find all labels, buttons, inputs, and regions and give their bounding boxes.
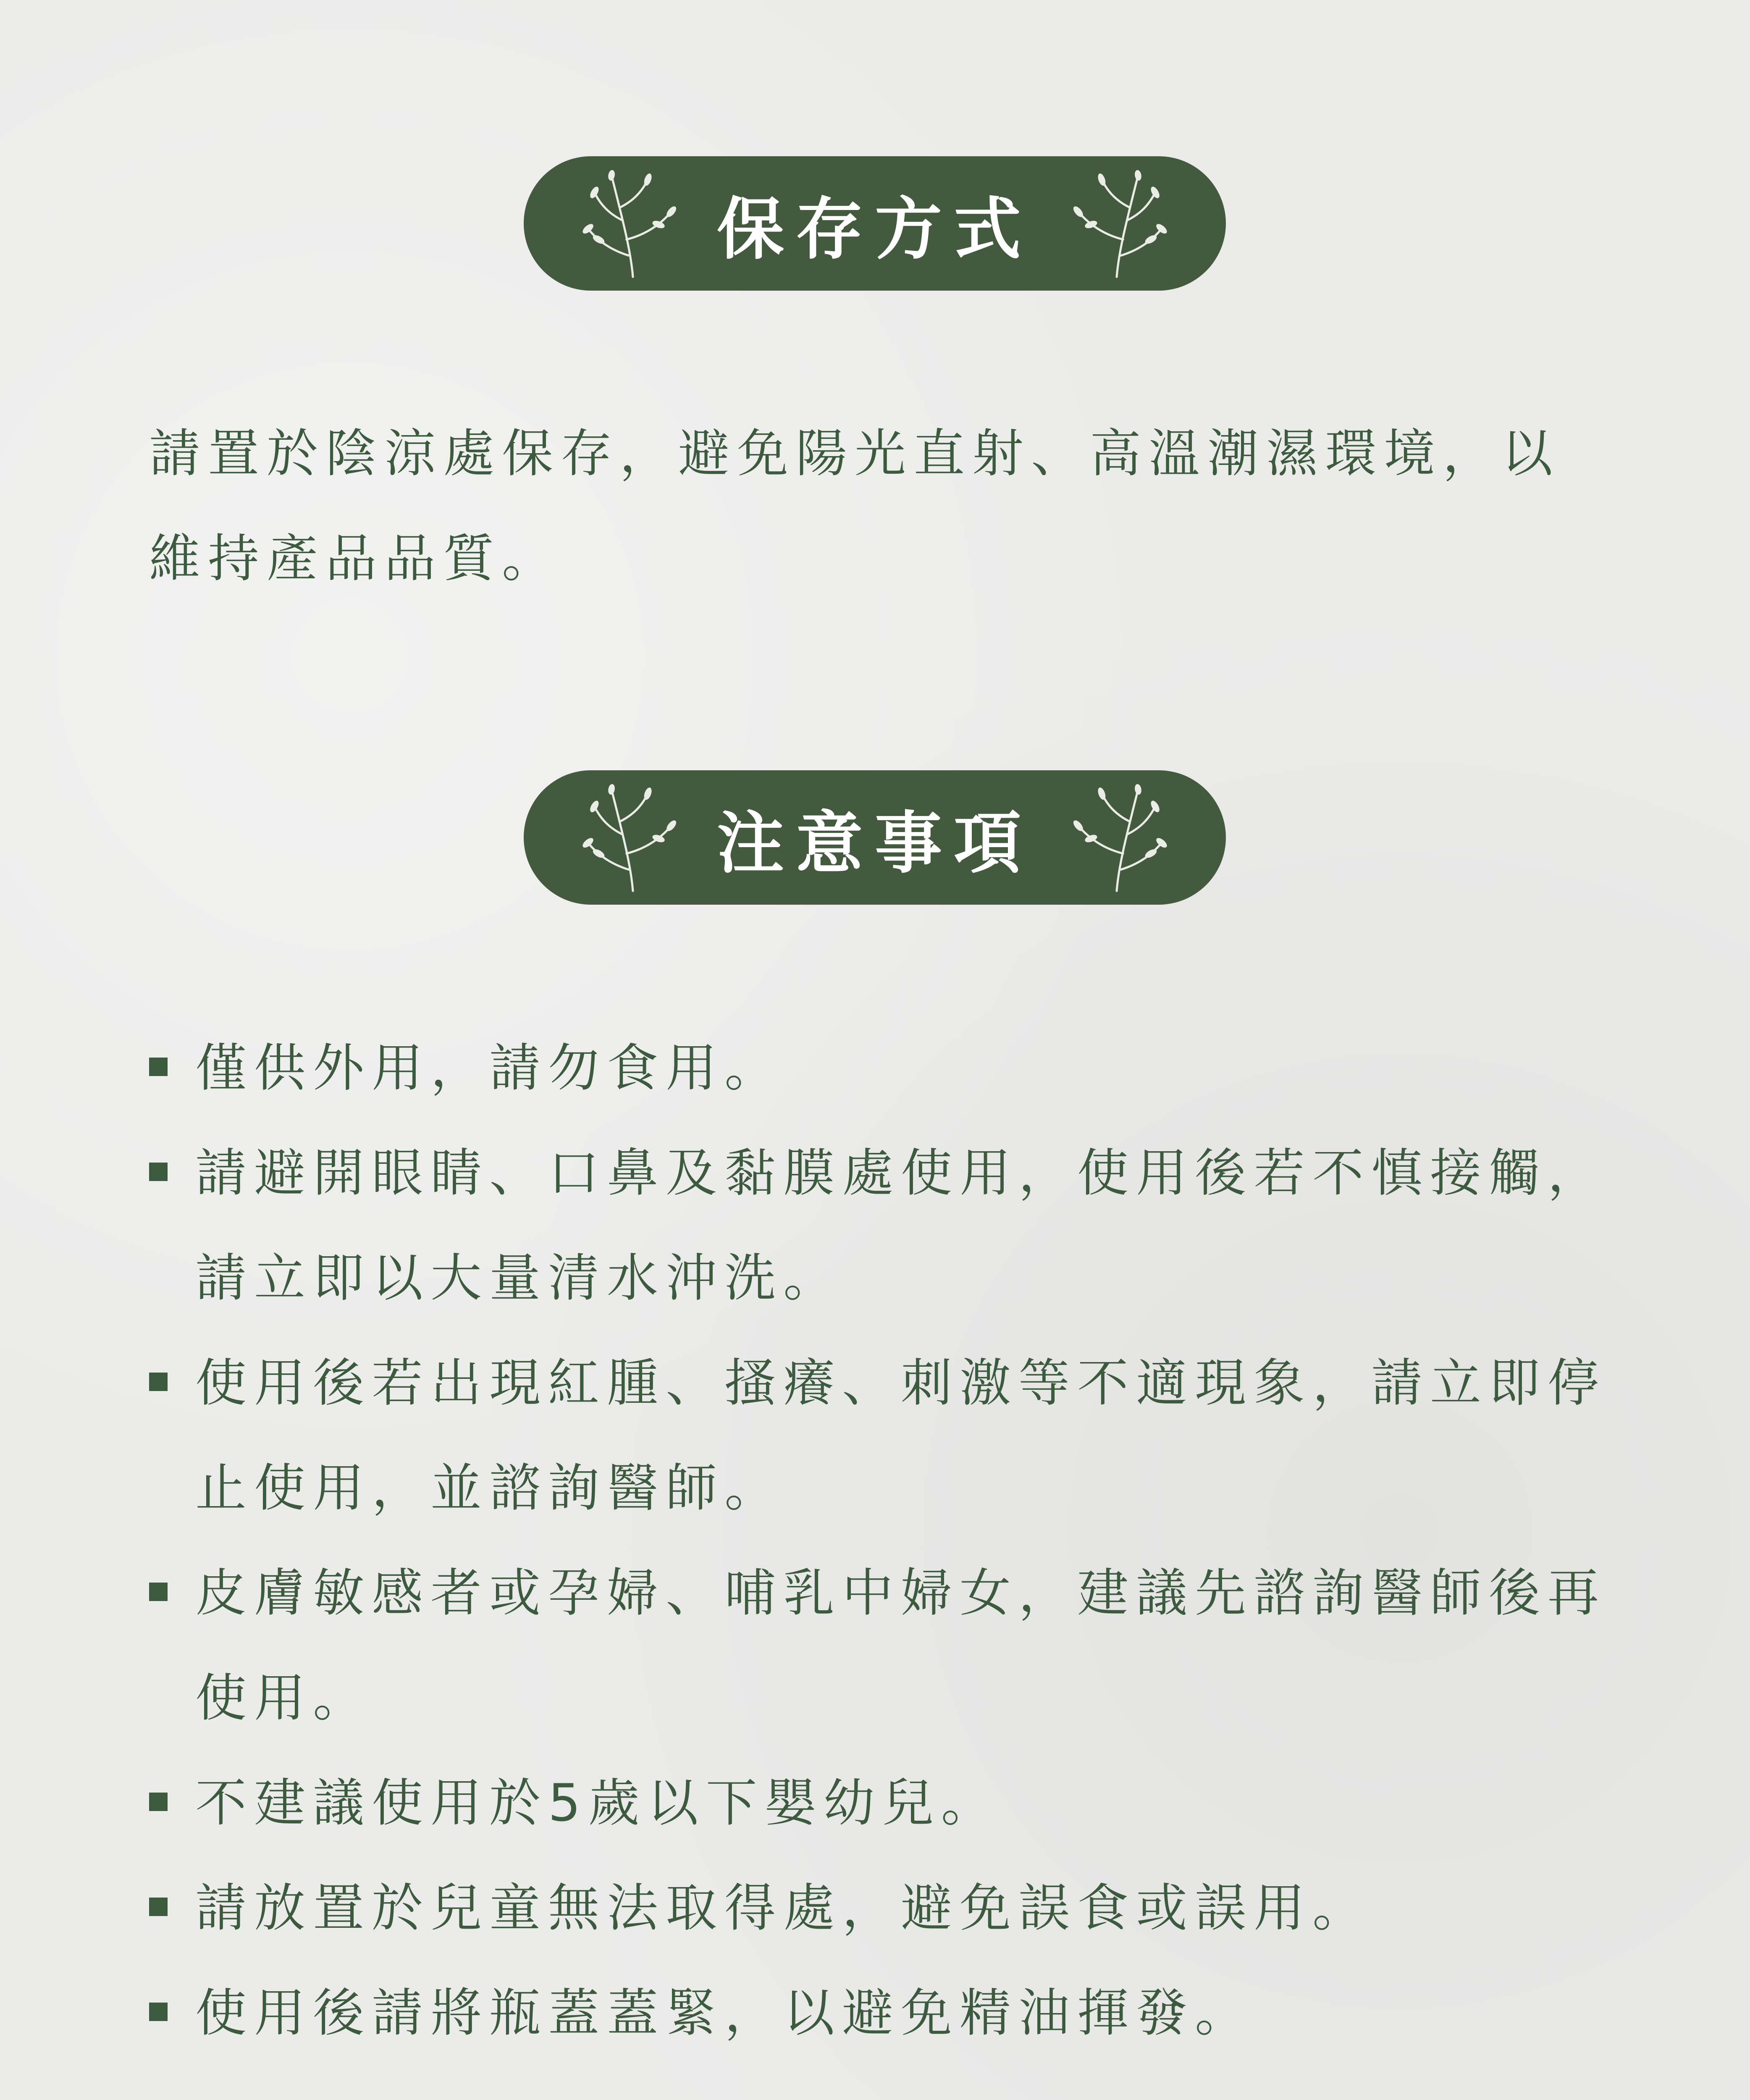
bullet-square-icon <box>149 1793 168 1811</box>
bullet-square-icon <box>149 1058 168 1076</box>
notes-header <box>524 770 1226 905</box>
list-item <box>149 1331 1611 1541</box>
bullet-square-icon <box>149 1163 168 1181</box>
list-item-text: 不建議使用於5歲以下嬰幼兒。 <box>195 1773 1000 1833</box>
bullet-square-icon <box>149 1898 168 1916</box>
list-item <box>149 1856 1611 1961</box>
herb-sprig-icon <box>578 779 687 896</box>
notes-title: 注意事項 <box>716 804 1033 882</box>
list-item <box>149 1016 1611 1121</box>
bullet-square-icon <box>149 1583 168 1601</box>
storage-title: 保存方式 <box>716 190 1033 268</box>
list-item <box>149 1751 1611 1856</box>
list-item-text: 僅供外用，請勿食用。 <box>195 1038 783 1098</box>
list-item <box>149 1961 1611 2066</box>
bullet-square-icon <box>149 1373 168 1391</box>
list-item-text: 使用後若出現紅腫、搔癢、刺激等不適現象，請立即停止使用，並諮詢醫師。 <box>195 1353 1606 1518</box>
notes-list <box>149 1016 1611 2066</box>
herb-sprig-icon <box>1062 165 1171 282</box>
herb-sprig-icon <box>1062 779 1171 896</box>
list-item-text: 皮膚敏感者或孕婦、哺乳中婦女，建議先諮詢醫師後再使用。 <box>195 1563 1606 1728</box>
list-item-text: 請避開眼睛、口鼻及黏膜處使用，使用後若不慎接觸，請立即以大量清水沖洗。 <box>195 1143 1606 1308</box>
list-item <box>149 1541 1611 1751</box>
storage-text: 請置於陰涼處保存，避免陽光直射、高溫潮濕環境，以維持產品品質。 <box>149 424 1560 588</box>
list-item-text: 使用後請將瓶蓋蓋緊，以避免精油揮發。 <box>195 1983 1254 2043</box>
bullet-square-icon <box>149 2003 168 2021</box>
storage-header <box>524 156 1226 291</box>
list-item <box>149 1121 1611 1331</box>
list-item-text: 請放置於兒童無法取得處，避免誤食或誤用。 <box>195 1878 1371 1938</box>
herb-sprig-icon <box>578 165 687 282</box>
